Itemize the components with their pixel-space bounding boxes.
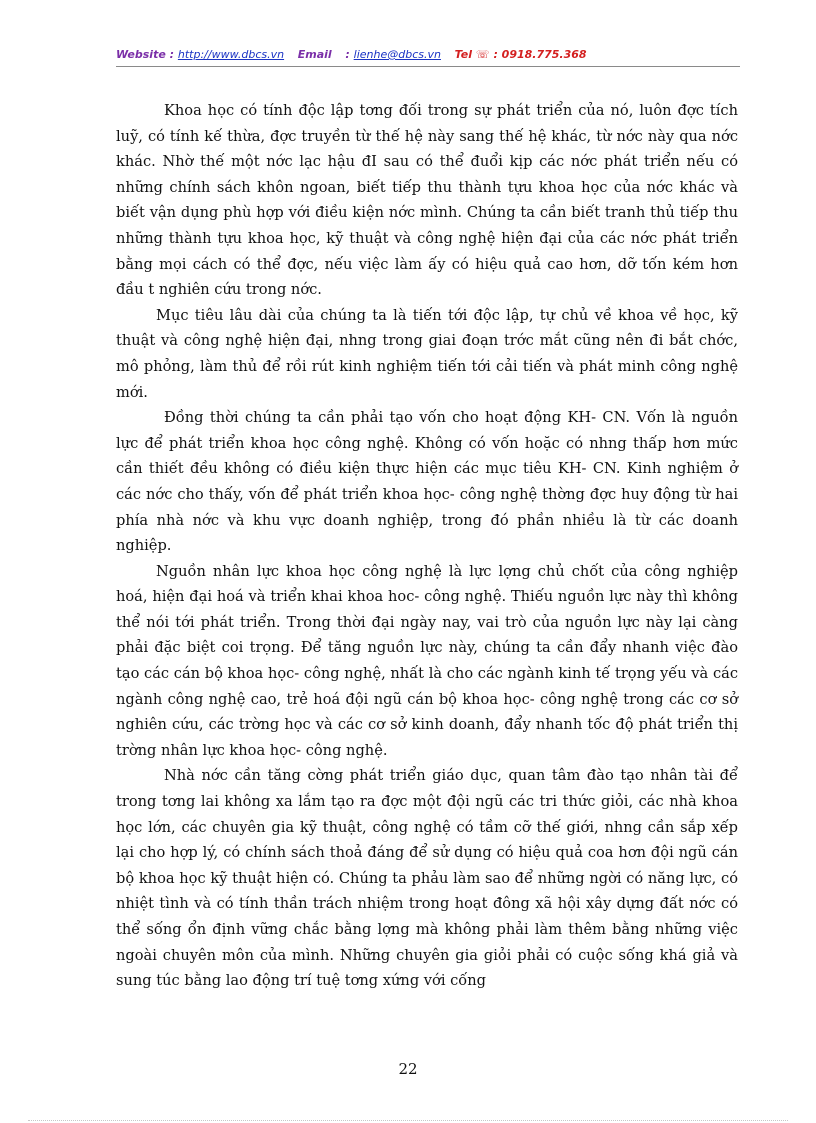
- email-label: Email: [297, 48, 332, 61]
- paragraph-4: Nguồn nhân lực khoa học công nghệ là lực lợng chủ chốt của công nghiệp hoá, hiện đại hoá và triển khai khoa hoc- công nghệ. Thiếu nguồn lực này thì không thể nói tới phát triển. Trong thời đại ngày nay, vai trò của nguồn lực này lại càng phải đặc biệt coi trọng. Để tăng nguồn lực này, chúng ta cần đẩy nhanh việc đào tạo các cán bộ khoa học- công nghệ, nhất là cho các ngành kinh tế trọng yếu và các ngành công nghệ cao, trẻ hoá đội ngũ cán bộ khoa học- công nghệ trong các cơ sở nghiên cứu, các trờng học và các cơ sở kinh doanh, đẩy nhanh tốc độ phát triển thị trờng nhân lực khoa học- công nghệ.: [116, 562, 738, 759]
- page-number: 22: [398, 1060, 418, 1078]
- paragraph-2: Mục tiêu lâu dài của chúng ta là tiến tới độc lập, tự chủ về khoa về học, kỹ thuật và công nghệ hiện đại, nhng trong giai đoạn trớc mắt cũng nên đi bắt chớc, mô phỏng, làm thủ để rồi rút kinh nghiệm tiến tới cải tiến và phát minh công nghệ mới.: [116, 306, 738, 401]
- email-separator: :: [345, 48, 350, 61]
- page-header: [116, 48, 738, 61]
- page-bottom-divider: [28, 1120, 788, 1121]
- paragraph-5: Nhà nớc cần tăng cờng phát triển giáo dục, quan tâm đào tạo nhân tài để trong tơng lai không xa lắm tạo ra đợc một đội ngũ các tri thức giỏi, các nhà khoa học lớn, các chuyên gia kỹ thuật, công nghệ có tầm cỡ thế giới, nhng cần sắp xếp lại cho hợp lý, có chính sách thoả đáng để sử dụng có hiệu quả coa hơn đội ngũ cán bộ khoa học kỹ thuật hiện có. Chúng ta phảu làm sao để những ngời có năng lực, có nhiệt tình và có tính thần trách nhiệm trong hoạt đông xã hội xây dựng đất nớc có thể sống ổn định vững chắc bằng lợng mà không phải làm thêm bằng những việc ngoài chuyên môn của mình. Những chuyên gia giỏi phải có cuộc sống khá giả và sung túc bằng lao động trí tuệ tơng xứng với cống: [116, 767, 738, 990]
- phone-icon: ☏: [475, 48, 490, 61]
- email-link[interactable]: lienhe@dbcs.vn: [353, 48, 441, 61]
- website-link[interactable]: http://www.dbcs.vn: [177, 48, 285, 61]
- paragraph-3: Đồng thời chúng ta cần phải tạo vốn cho hoạt động KH- CN. Vốn là nguồn lực để phát triển khoa học công nghệ. Không có vốn hoặc có nhng thấp hơn mức cần thiết đều không có điều kiện thực hiện các mục tiêu KH- CN. Kinh nghiệm ở các nớc cho thấy, vốn để phát triển khoa học- công nghệ thờng đợc huy động từ hai phía nhà nớc và khu vực doanh nghiệp, trong đó phần nhiều là từ các doanh nghiệp.: [116, 409, 738, 555]
- tel-number: : 0918.775.368: [493, 48, 587, 61]
- header-divider: [116, 66, 740, 67]
- paragraph-1: Khoa học có tính độc lập tơng đối trong sự phát triển của nó, luôn đợc tích luỹ, có tính kế thừa, đợc truyền từ thế hệ này sang thế hệ khác, từ nớc này qua nớc khác. Nhờ thế một nớc lạc hậu đI sau có thể đuổi kịp các nớc phát triển nếu có những chính sách khôn ngoan, biết tiếp thu thành tựu khoa học của nớc khác và biết vận dụng phù hợp với điều kiện nớc mình. Chúng ta cần biết tranh thủ tiếp thu những thành tựu khoa học, kỹ thuật và công nghệ hiện đại của các nớc phát triển bằng mọi cách có thể đợc, nếu việc làm ấy có hiệu quả cao hơn, dỡ tốn kém hơn đầu t nghiên cứu trong nớc.: [116, 102, 738, 299]
- document-body: [116, 98, 738, 994]
- tel-label: Tel: [454, 48, 472, 61]
- website-label: Website :: [116, 48, 175, 61]
